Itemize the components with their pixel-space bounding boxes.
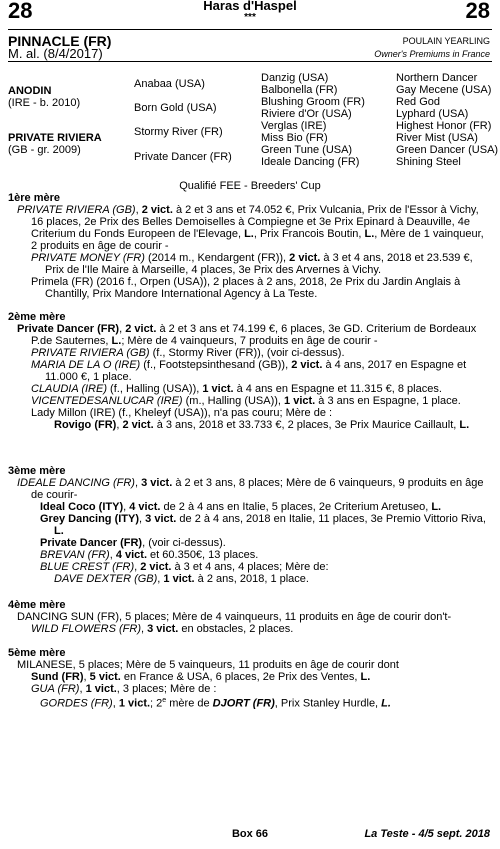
sale-info: La Teste - 4/5 sept. 2018 (364, 828, 490, 840)
fifth-dam-produce-2: GUA (FR), 1 vict., 3 places; Mère de : (31, 683, 217, 695)
first-dam-text: PRIVATE RIVIERA (GB), 2 vict. à 2 et 3 ans et 74.052 €, Prix Vulcania, Prix de l'Essor à Vichy, 16 places, 2e Prix des Belles Demoiselles à Compiegne et 3e Prix Epinard à Deauville, 4e Criterium du Fonds Europeen de l'Elevage, L., Prix Francois Boutin, L., Mère de 1 vainqueur, 2 produits en âge de courir - (17, 204, 484, 252)
sire-name: ANODIN (8, 85, 52, 97)
second-dam-produce-4: VICENTEDESANLUCAR (IRE) (m., Halling (USA)), 1 vict. à 3 ans en Espagne, 1 place. (31, 395, 461, 407)
gen2-1: Born Gold (USA) (134, 102, 217, 114)
third-dam-produce-1: Ideal Coco (ITY), 4 vict. de 2 à 4 ans en Italie, 5 places, 2e Criterium Aretuseo, L. (40, 501, 442, 513)
gen3-6: Green Tune (USA) (261, 144, 353, 156)
consignor-stars: *** (244, 12, 256, 23)
category: POULAIN YEARLING (402, 36, 490, 46)
fifth-dam-text: MILANESE, 5 places; Mère de 5 vainqueurs, 11 produits en âge de courir dont (17, 659, 399, 671)
third-dam-produce-3: Private Dancer (FR), (voir ci-dessus). (40, 537, 226, 549)
first-dam-produce-1: PRIVATE MONEY (FR) (2014 m., Kendargent (FR)), 2 vict. à 3 et 4 ans, 2018 et 23.539 €, Prix de l'Ile Maire à Marseille, 4 places, 3e Prix des Arvernes à Vichy. (31, 252, 473, 276)
gen4-3: Lyphard (USA) (396, 108, 469, 120)
fifth-dam-produce-1: Sund (FR), 5 vict. en France & USA, 6 places, 2e Prix des Ventes, L. (31, 671, 371, 683)
gen2-3: Private Dancer (FR) (134, 151, 232, 163)
third-dam-section (8, 465, 492, 585)
lot-number-right: 28 (465, 0, 490, 23)
fourth-dam-section (8, 599, 492, 635)
first-dam-heading: 1ère mère (8, 192, 60, 204)
box-number: Box 66 (231, 828, 269, 840)
second-dam-section (8, 311, 492, 431)
gen3-2: Blushing Groom (FR) (261, 96, 365, 108)
second-dam-produce-1: PRIVATE RIVIERA (GB) (f., Stormy River (FR)), (voir ci-dessus). (31, 347, 345, 359)
second-dam-text: Private Dancer (FR), 2 vict. à 2 et 3 ans et 74.199 €, 6 places, 3e GD. Criterium de Bordeaux P.de Sauternes, L.; Mère de 4 vainqueurs, 7 produits en âge de courir - (17, 323, 477, 347)
second-dam-produce-3: CLAUDIA (IRE) (f., Halling (USA)), 1 vict. à 4 ans en Espagne et 11.315 €, 8 places. (31, 383, 442, 395)
fourth-dam-produce-1: WILD FLOWERS (FR), 3 vict. en obstacles, 2 places. (31, 623, 294, 635)
fifth-dam-grandproduce-1: GORDES (FR), 1 vict.; 2e mère de DJORT (FR), Prix Stanley Hurdle, L. (40, 697, 391, 710)
gen3-4: Verglas (IRE) (261, 120, 327, 132)
gen3-3: Riviere d'Or (USA) (261, 108, 352, 120)
horse-sex-birth: M. al. (8/4/2017) (8, 46, 103, 61)
gen4-0: Northern Dancer (396, 72, 478, 84)
pedigree-rule (8, 61, 492, 62)
fourth-dam-text: DANCING SUN (FR), 5 places; Mère de 4 vainqueurs, 11 produits en âge de courir don't- (17, 611, 452, 623)
second-dam-produce-2: MARIA DE LA O (IRE) (f., Footstepsinthesand (GB)), 2 vict. à 4 ans, 2017 en Espagne et 11.000 €, 1 place. (31, 359, 467, 383)
lot-number-left: 28 (8, 0, 33, 23)
third-dam-grandproduce-1: DAVE DEXTER (GB), 1 vict. à 2 ans, 2018, 1 place. (54, 573, 309, 585)
third-dam-produce-5: BLUE CREST (FR), 2 vict. à 3 et 4 ans, 4 places; Mère de: (40, 561, 329, 573)
gen2-2: Stormy River (FR) (134, 126, 223, 138)
second-dam-heading: 2ème mère (8, 311, 66, 323)
horse-name: PINNACLE (FR) (8, 33, 112, 49)
dam-name: PRIVATE RIVIERA (8, 132, 102, 144)
gen4-1: Gay Mecene (USA) (396, 84, 492, 96)
fifth-dam-section (8, 647, 492, 710)
second-dam-produce-5: Lady Millon (IRE) (f., Kheleyf (USA)), n'a pas couru; Mère de : (31, 407, 333, 419)
third-dam-heading: 3ème mère (8, 465, 66, 477)
gen4-5: River Mist (USA) (396, 132, 478, 144)
gen3-0: Danzig (USA) (261, 72, 329, 84)
first-dam-section (8, 192, 492, 300)
fourth-dam-heading: 4ème mère (8, 599, 66, 611)
fifth-dam-heading: 5ème mère (8, 647, 66, 659)
premium-label: Owner's Premiums in France (374, 49, 490, 59)
gen3-7: Ideale Dancing (FR) (261, 156, 360, 168)
gen3-1: Balbonella (FR) (261, 84, 338, 96)
gen4-6: Green Dancer (USA) (396, 144, 499, 156)
consignor-name: Haras d'Haspel (203, 0, 297, 13)
header-rule (8, 29, 492, 30)
gen4-2: Red God (396, 96, 441, 108)
qualification: Qualifié FEE - Breeders' Cup (179, 180, 321, 192)
third-dam-produce-4: BREVAN (FR), 4 vict. et 60.350€, 13 places. (40, 549, 259, 561)
dam-info: (GB - gr. 2009) (8, 144, 81, 156)
gen4-4: Highest Honor (FR) (396, 120, 492, 132)
first-dam-produce-2: Primela (FR) (2016 f., Orpen (USA)), 2 places à 2 ans, 2018, 2e Prix du Jardin Anglais à Chantilly, Prix Mandore International Agency à La Teste. (31, 276, 461, 300)
gen2-0: Anabaa (USA) (134, 78, 205, 90)
third-dam-produce-2: Grey Dancing (ITY), 3 vict. de 2 à 4 ans, 2018 en Italie, 11 places, 3e Premio Vittorio Riva, L. (40, 513, 486, 537)
gen3-5: Miss Bio (FR) (261, 132, 328, 144)
consignor (0, 0, 500, 24)
gen4-7: Shining Steel (396, 156, 461, 168)
third-dam-text: IDEALE DANCING (FR), 3 vict. à 2 et 3 ans, 8 places; Mère de 6 vainqueurs, 9 produits en âge de courir- (17, 477, 484, 501)
sire-info: (IRE - b. 2010) (8, 97, 81, 109)
second-dam-grandproduce-1: Rovigo (FR), 2 vict. à 3 ans, 2018 et 33.733 €, 2 places, 3e Prix Maurice Caillault, L. (54, 419, 470, 431)
